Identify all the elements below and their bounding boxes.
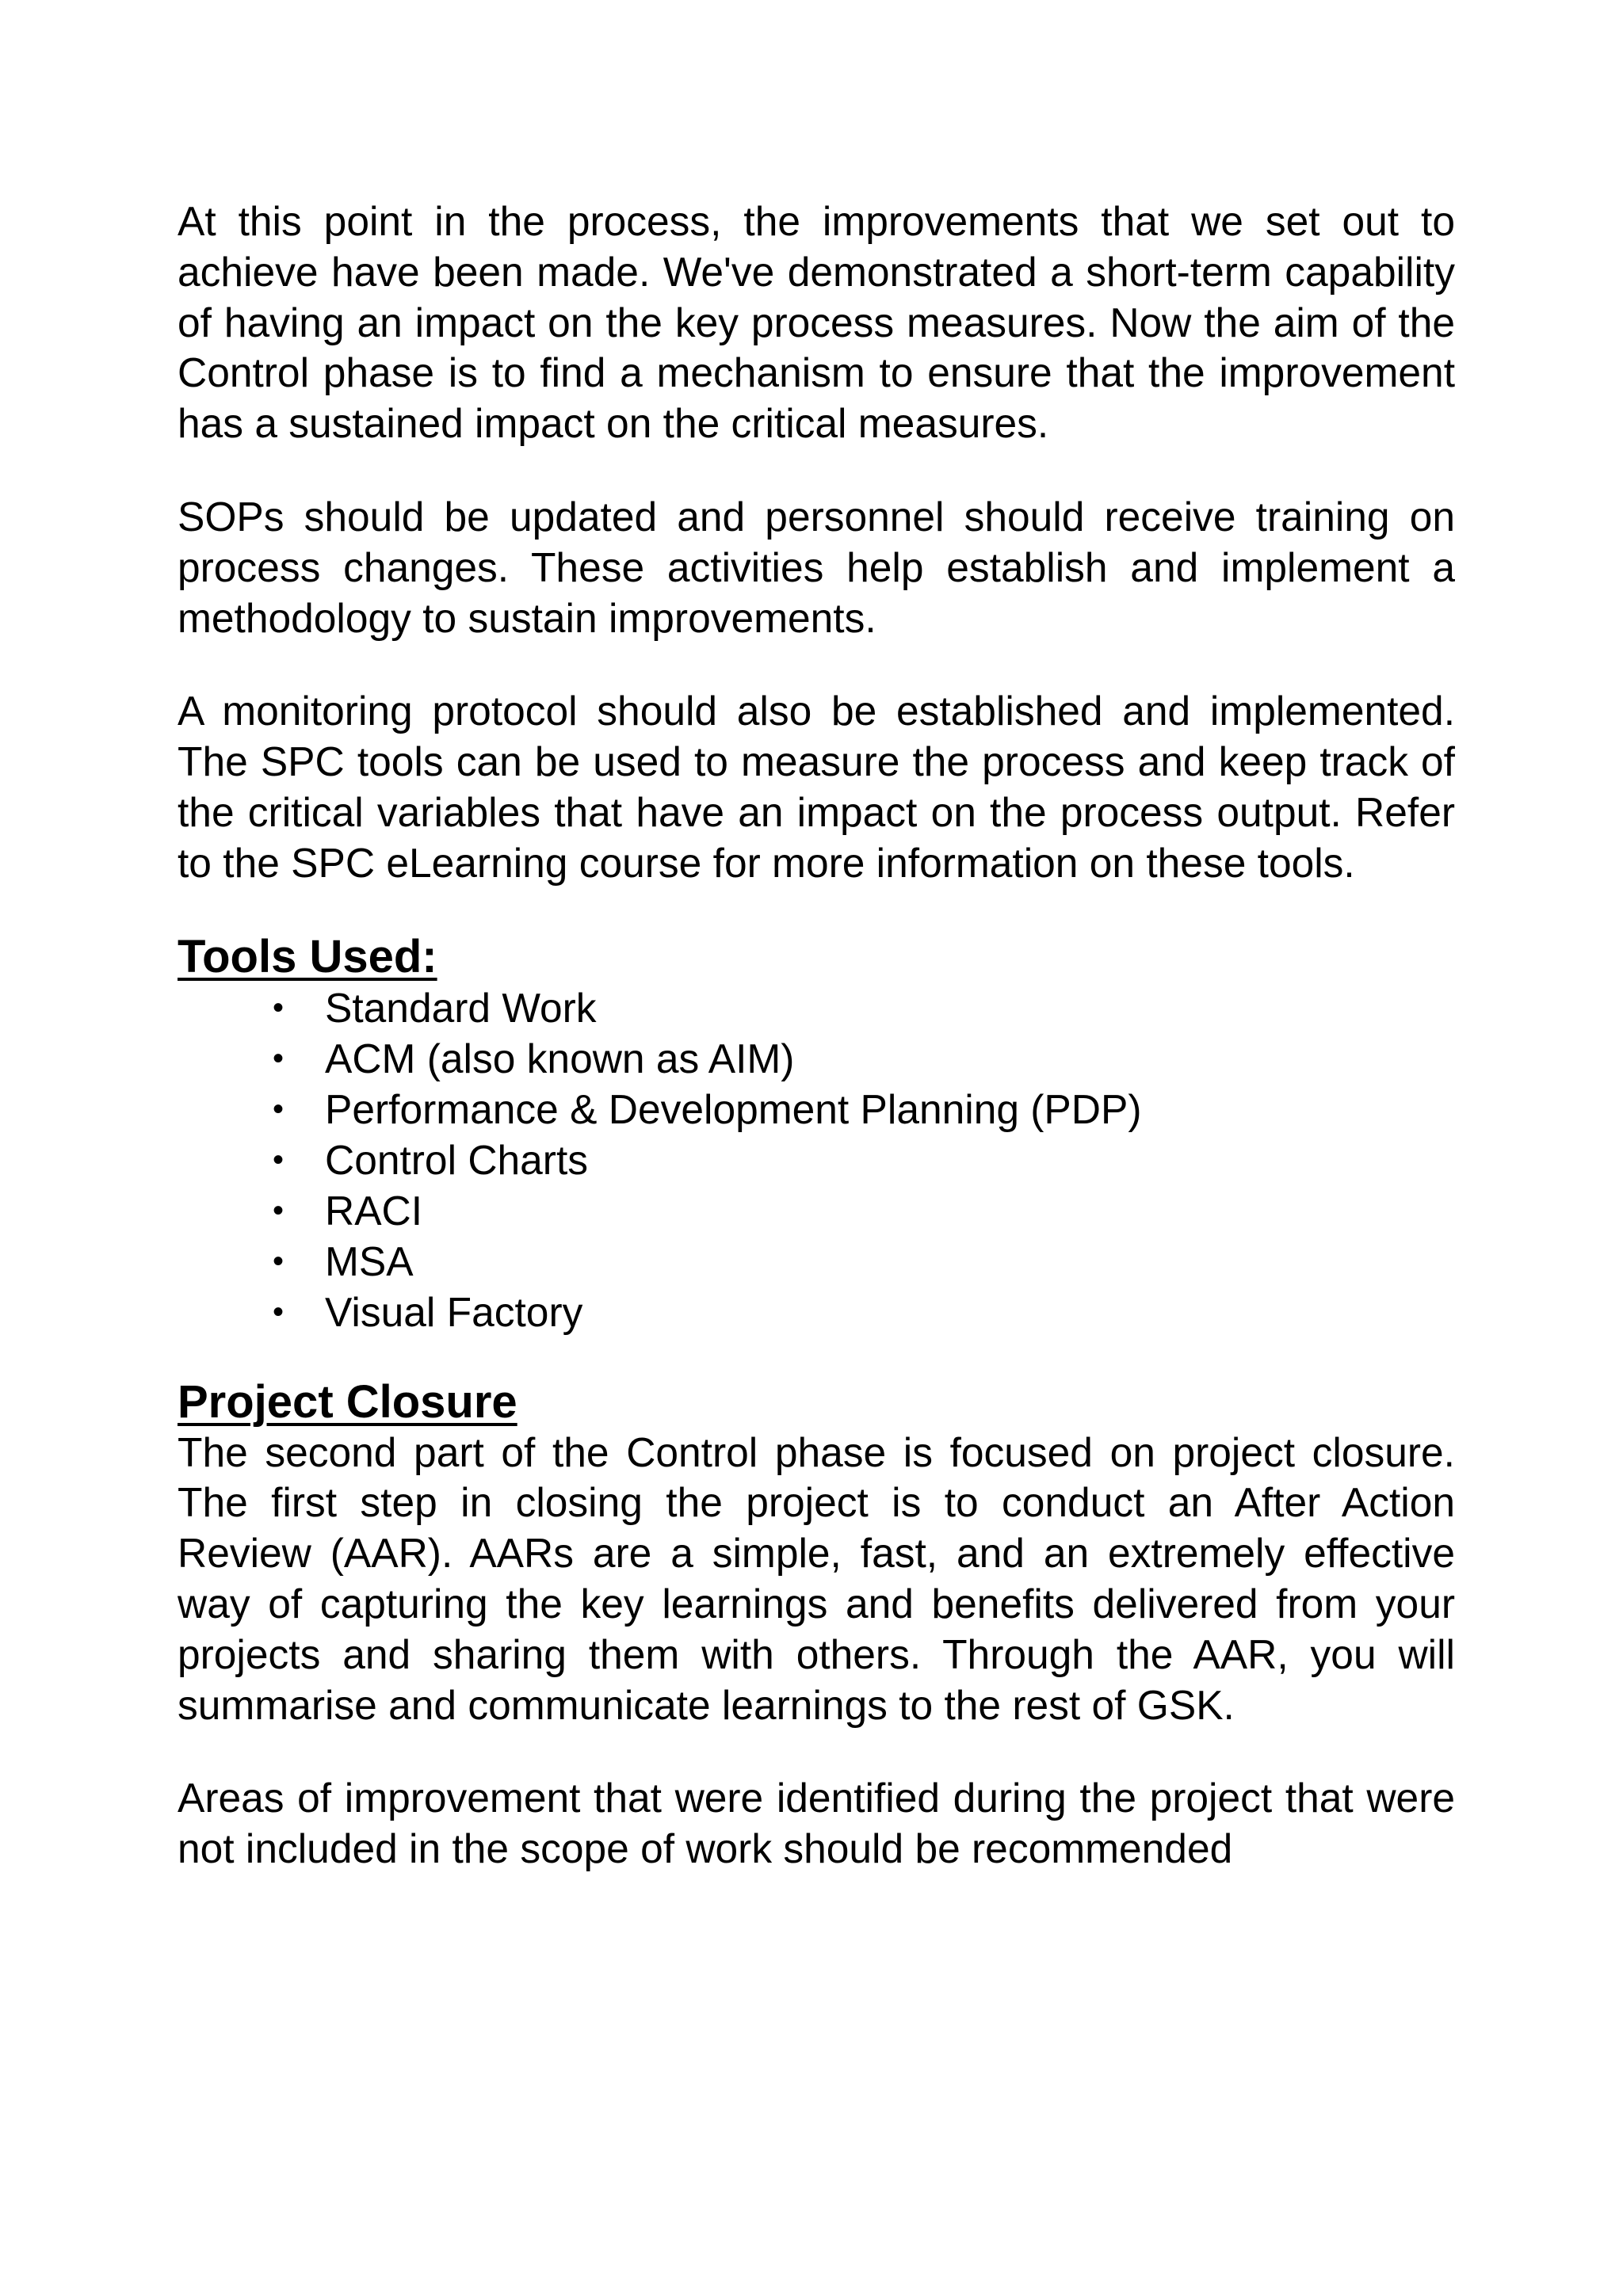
tool-label: Performance & Development Planning (PDP) — [325, 1085, 1142, 1132]
list-item — [178, 1135, 1455, 1185]
bullet-icon: • — [273, 1243, 285, 1279]
bullet-icon: • — [273, 1040, 285, 1076]
tool-label: RACI — [325, 1187, 423, 1234]
list-item — [178, 1287, 1455, 1337]
list-item — [178, 982, 1455, 1033]
tools-used-heading: Tools Used: — [178, 930, 437, 982]
tool-label: MSA — [325, 1238, 414, 1284]
tool-label: Visual Factory — [325, 1288, 583, 1335]
bullet-icon: • — [273, 1142, 285, 1177]
list-item — [178, 1185, 1455, 1236]
bullet-icon: • — [273, 1192, 285, 1228]
bullet-icon: • — [273, 1091, 285, 1127]
list-item — [178, 1236, 1455, 1287]
tool-label: Control Charts — [325, 1136, 589, 1183]
list-item — [178, 1084, 1455, 1135]
tool-label: ACM (also known as AIM) — [325, 1035, 795, 1081]
tool-label: Standard Work — [325, 984, 597, 1031]
monitoring-paragraph: A monitoring protocol should also be established and implemented. The SPC tools can be used to measure the process and keep track of the critical variables that have an impact on the process output. Refer to the SPC eLearning course for more information on these tools. — [178, 688, 1455, 886]
list-item — [178, 1033, 1455, 1084]
project-closure-heading: Project Closure — [178, 1375, 517, 1428]
document-page — [178, 196, 1455, 1875]
closure-paragraph: The second part of the Control phase is focused on project closure. The first step in closing the project is to conduct an After Action Review (AAR). AARs are a simple, fast, and an extremely effective way of capturing the key learnings and benefits delivered from your projects and sharing them with others. Through the AAR, you will summarise and communicate learnings to the rest of GSK. — [178, 1428, 1455, 1728]
bullet-icon: • — [273, 1294, 285, 1329]
intro-paragraph: At this point in the process, the improvements that we set out to achieve have been made. We've demonstrated a short-term capability of having an impact on the key process measures. Now the aim of the Control phase is to find a mechanism to ensure that the improvement has a sustained impact on the critical measures. — [178, 198, 1455, 447]
improvement-areas-paragraph: Areas of improvement that were identified during the project that were not included in the scope of work should be recommended — [178, 1775, 1455, 1872]
tools-list — [178, 982, 1455, 1337]
sop-paragraph: SOPs should be updated and personnel should receive training on process changes. These activities help establish and implement a methodology to sustain improvements. — [178, 493, 1455, 641]
bullet-icon: • — [273, 990, 285, 1025]
